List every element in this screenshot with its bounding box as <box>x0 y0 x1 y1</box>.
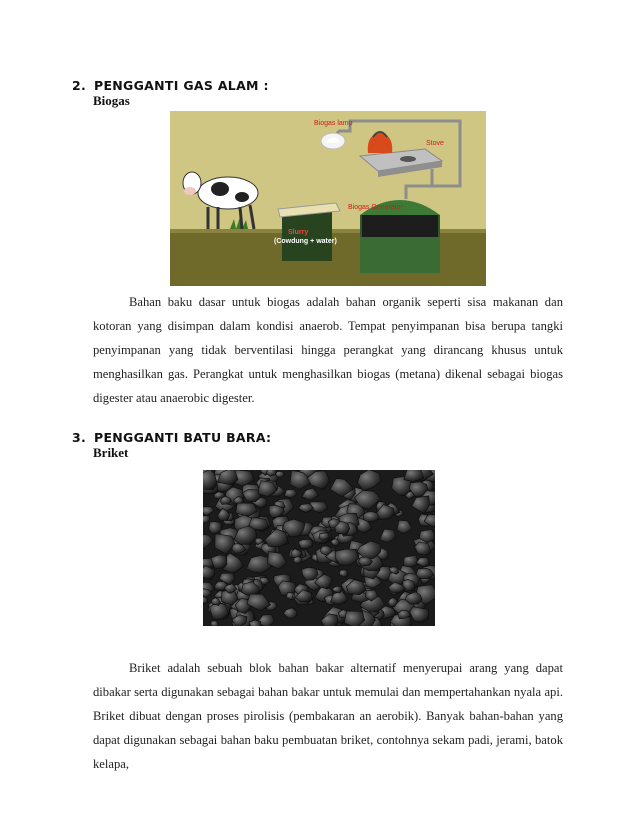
section-number-3: 3. <box>72 430 87 445</box>
biogas-diagram <box>170 111 486 286</box>
section-title-3: PENGGANTI BATU BARA: <box>94 430 272 445</box>
coal-lump <box>403 555 418 567</box>
label-biogas-generator: Biogas Generator <box>348 204 403 211</box>
section-heading-3 <box>72 430 271 445</box>
section-title-2: PENGGANTI GAS ALAM : <box>94 78 269 93</box>
section-heading-2 <box>72 78 269 93</box>
label-stove: Stove <box>426 140 444 147</box>
briket-paragraph-text: Briket adalah sebuah blok bahan bakar alternatif menyerupai arang yang dapat dibakar serta digunakan sebagai bahan bakar untuk memulai dan mempertahankan nyala api. Briket dibuat dengan proses pirolisis (pembakaran an aerobik). Banyak bahan-bahan yang dapat digunakan sebagai bahan baku pembuatan briket, contohnya sekam padi, jerami, batok kelapa, <box>93 661 563 771</box>
biogas-paragraph-text: Bahan baku dasar untuk biogas adalah bahan organik seperti sisa makanan dan kotoran yang disimpan dalam kondisi anaerob. Tempat penyimpanan bisa berupa tangki penyimpanan yang tidak berventilasi hingga perangkat yang dirancang khusus untuk menghasilkan gas. Perangkat untuk menghasilkan biogas (metana) dikenal sebagai biogas digester atau anaerobic digester. <box>93 295 563 405</box>
coal-lump <box>298 539 313 549</box>
label-biogas-lamp: Biogas lamp <box>314 120 353 127</box>
label-slurry-detail: (Cowdung + water) <box>274 238 337 245</box>
label-slurry: Slurry <box>288 229 309 236</box>
briket-photo <box>203 470 435 626</box>
section-subtitle-2: Biogas <box>93 93 130 108</box>
biogas-paragraph <box>93 290 563 410</box>
section-number-2: 2. <box>72 78 87 93</box>
coal-image <box>203 470 435 626</box>
briket-paragraph <box>93 656 563 776</box>
section-subtitle-3: Briket <box>93 445 129 460</box>
coal-lump <box>359 557 373 566</box>
biogas-illustration <box>170 111 486 286</box>
